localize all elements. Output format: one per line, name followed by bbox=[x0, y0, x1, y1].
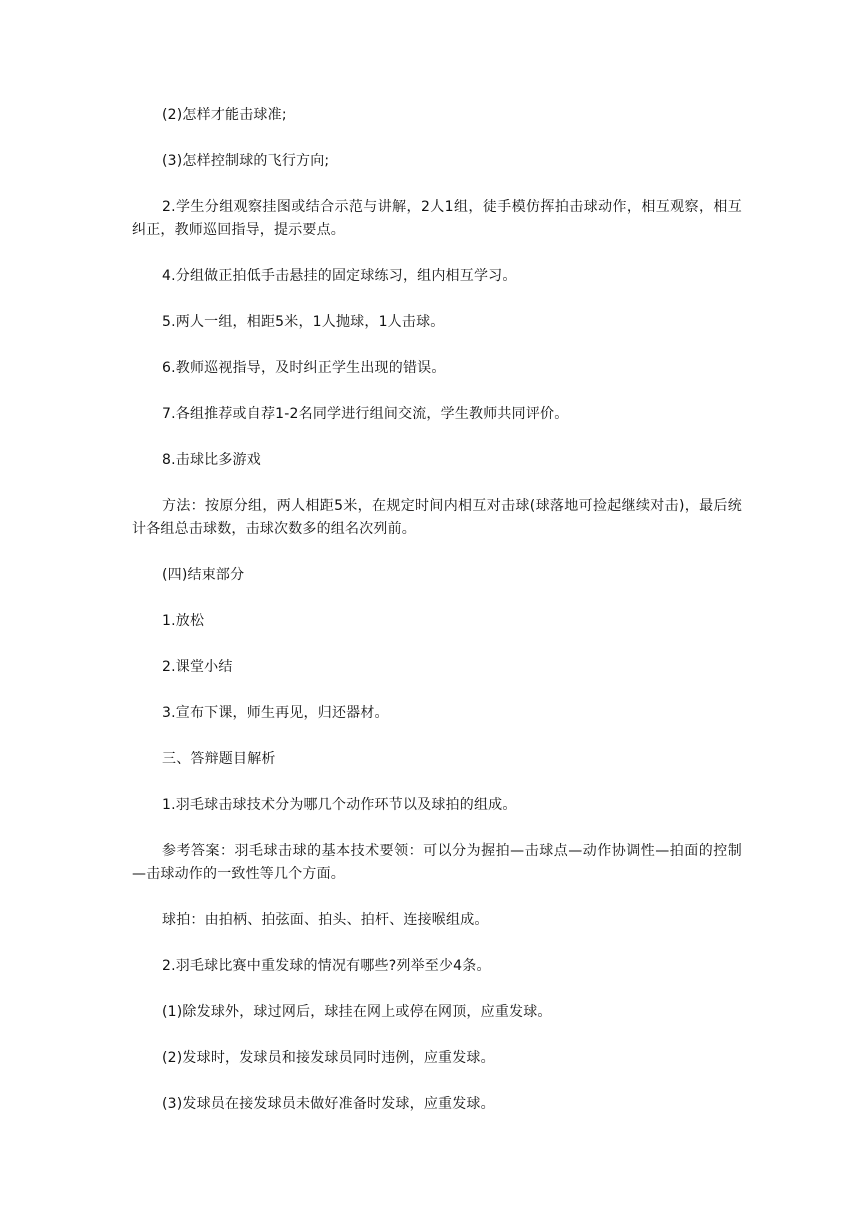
paragraph: (3)怎样控制球的飞行方向; bbox=[162, 153, 330, 169]
paragraph: (2)怎样才能击球准; bbox=[162, 107, 287, 123]
paragraph: 2.课堂小结 bbox=[162, 659, 233, 675]
answer: 球拍：由拍柄、拍弦面、拍头、拍杆、连接喉组成。 bbox=[162, 912, 489, 928]
paragraph: 2.学生分组观察挂图或结合示范与讲解，2人1组，徒手模仿挥拍击球动作，相互观察，相互纠正，教师巡回指导，提示要点。 bbox=[132, 199, 742, 238]
document-body bbox=[132, 104, 742, 1139]
answer: (3)发球员在接发球员未做好准备时发球，应重发球。 bbox=[162, 1096, 495, 1112]
paragraph: 8.击球比多游戏 bbox=[162, 452, 261, 468]
answer: (1)除发球外，球过网后，球挂在网上或停在网顶，应重发球。 bbox=[162, 1004, 552, 1020]
section-heading: 三、答辩题目解析 bbox=[162, 751, 276, 767]
paragraph: 1.放松 bbox=[162, 613, 205, 629]
paragraph: 5.两人一组，相距5米，1人抛球，1人击球。 bbox=[162, 314, 445, 330]
paragraph: 7.各组推荐或自荐1-2名同学进行组间交流，学生教师共同评价。 bbox=[162, 406, 569, 422]
section-heading: (四)结束部分 bbox=[162, 567, 245, 583]
paragraph: 6.教师巡视指导，及时纠正学生出现的错误。 bbox=[162, 360, 446, 376]
paragraph: 3.宣布下课，师生再见，归还器材。 bbox=[162, 705, 389, 721]
paragraph: 4.分组做正拍低手击悬挂的固定球练习，组内相互学习。 bbox=[162, 268, 517, 284]
paragraph: 方法：按原分组，两人相距5米，在规定时间内相互对击球(球落地可捡起继续对击)，最后统计各组总击球数，击球次数多的组名次列前。 bbox=[132, 498, 742, 537]
answer: 参考答案：羽毛球击球的基本技术要领：可以分为握拍—击球点—动作协调性—拍面的控制—击球动作的一致性等几个方面。 bbox=[132, 843, 742, 882]
question: 1.羽毛球击球技术分为哪几个动作环节以及球拍的组成。 bbox=[162, 797, 517, 813]
question: 2.羽毛球比赛中重发球的情况有哪些?列举至少4条。 bbox=[162, 958, 491, 974]
answer: (2)发球时，发球员和接发球员同时违例，应重发球。 bbox=[162, 1050, 495, 1066]
